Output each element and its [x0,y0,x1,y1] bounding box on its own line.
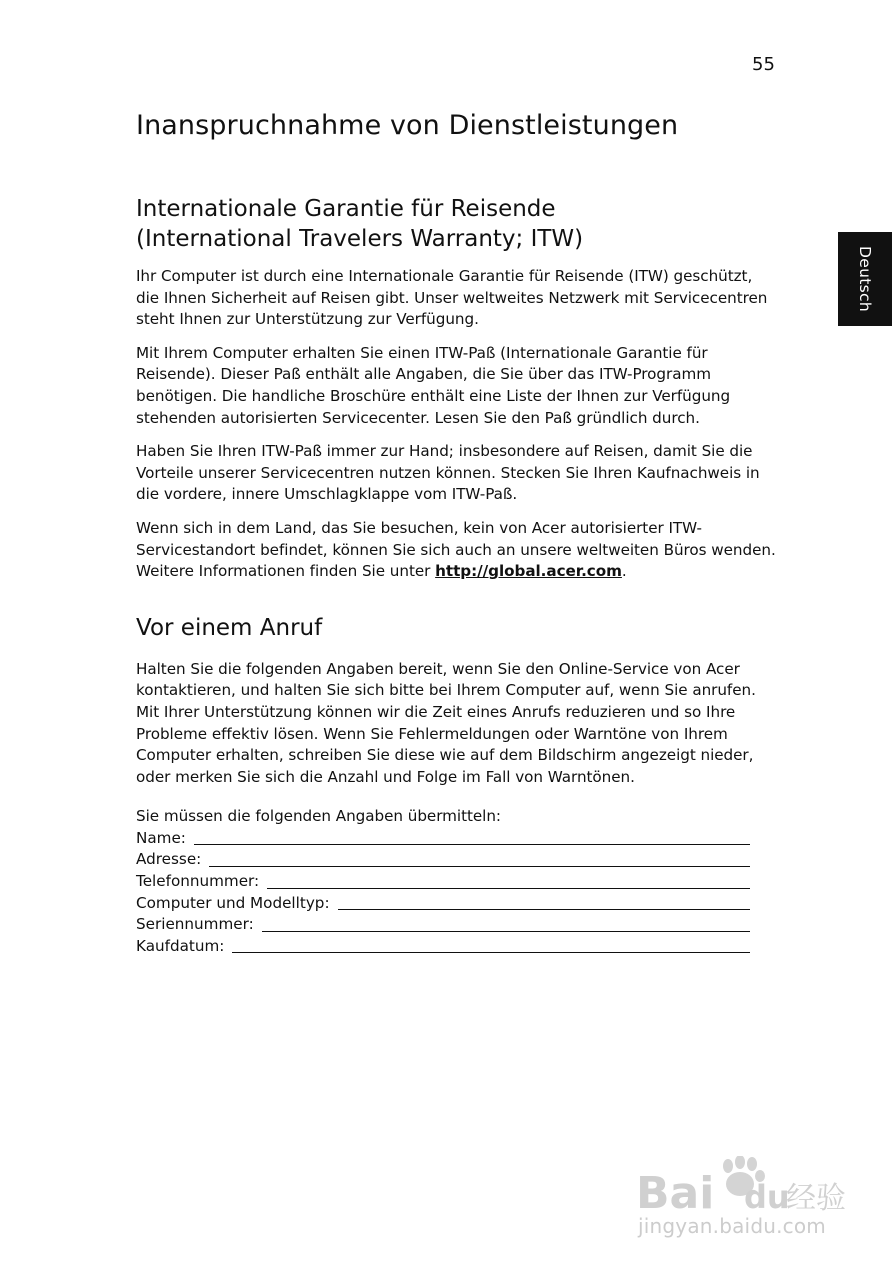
form-row-serial [136,914,750,936]
itw-paragraph-2: Mit Ihrem Computer erhalten Sie einen ITW-Paß (Internationale Garantie für Reisende). Dieser Paß enthält alle Angaben, die Sie über das ITW-Programm benötigen. Die handliche Broschüre enthält eine Liste der Ihnen zur Verfügung stehenden autorisierten Servicecenter. Lesen Sie den Paß gründlich durch. [136,343,731,427]
form-line-purchase-date [232,952,750,953]
section-heading-itw [136,194,776,254]
page-title: Inanspruchnahme von Dienstleistungen [136,110,679,141]
form-intro: Sie müssen die folgenden Angaben übermitteln: [136,807,501,826]
form-line-serial [262,931,750,932]
section-heading-before-call: Vor einem Anruf [136,614,323,641]
form-label-phone: Telefonnummer: [136,872,260,891]
itw-paragraph-4-text: Wenn sich in dem Land, das Sie besuchen, kein von Acer autorisierter ITW-Servicestandort befindet, können Sie sich auch an unsere weltweiten Büros wenden. Weitere Informationen finden Sie unter [136,518,776,581]
form-row-phone [136,871,750,893]
watermark-url: jingyan.baidu.com [638,1214,826,1238]
baidu-logo-icon [636,1156,856,1216]
svg-text:Bai: Bai [636,1168,715,1216]
form-line-phone [267,888,750,889]
itw-paragraph-4 [136,518,776,583]
form-line-address [209,866,750,867]
form-row-model [136,893,750,915]
itw-paragraph-1: Ihr Computer ist durch eine Internationale Garantie für Reisende (ITW) geschützt, die Ihnen Sicherheit auf Reisen gibt. Unser weltweites Netzwerk mit Servicecentren steht Ihnen zur Unterstützung zur Verfügung. [136,267,768,329]
svg-text:经验: 经验 [786,1181,846,1216]
form-line-name [194,844,750,845]
form-line-model [338,909,750,910]
itw-paragraph-4-end: . [621,562,627,581]
form-label-address: Adresse: [136,850,202,869]
section-heading-itw-line1: Internationale Garantie für Reisende [136,196,556,222]
acer-website-link[interactable]: http://global.acer.com [435,562,622,581]
form-row-address [136,849,750,871]
section-heading-itw-line2: (International Travelers Warranty; ITW) [136,226,584,252]
baidu-watermark [632,1148,872,1258]
form-label-name: Name: [136,828,186,847]
form-label-serial: Seriennummer: [136,915,254,934]
before-call-paragraph: Halten Sie die folgenden Angaben bereit, wenn Sie den Online-Service von Acer kontaktieren, und halten Sie sich bitte bei Ihrem Computer auf, wenn Sie anrufen. Mit Ihrer Unterstützung können wir die Zeit eines Anrufs reduzieren und so Ihre Probleme effektiv lösen. Wenn Sie Fehlermeldungen oder Warntöne von Ihrem Computer erhalten, schreiben Sie diese wie auf dem Bildschirm angezeigt nieder, oder merken Sie sich die Anzahl und Folge im Fall von Warntönen. [136,659,756,786]
form-row-purchase-date [136,936,750,958]
form-label-purchase-date: Kaufdatum: [136,936,225,955]
page-number: 55 [752,54,775,75]
language-tab [838,232,892,326]
info-form [136,828,750,958]
language-tab-label: Deutsch [856,246,874,312]
svg-text:du: du [744,1178,790,1216]
page-content [136,108,776,957]
form-label-model: Computer und Modelltyp: [136,893,330,912]
form-row-name [136,828,750,850]
itw-paragraph-3: Haben Sie Ihren ITW-Paß immer zur Hand; insbesondere auf Reisen, damit Sie die Vorteile unserer Servicecentren nutzen können. Stecken Sie Ihren Kaufnachweis in die vordere, innere Umschlagklappe vom ITW-Paß. [136,442,760,504]
